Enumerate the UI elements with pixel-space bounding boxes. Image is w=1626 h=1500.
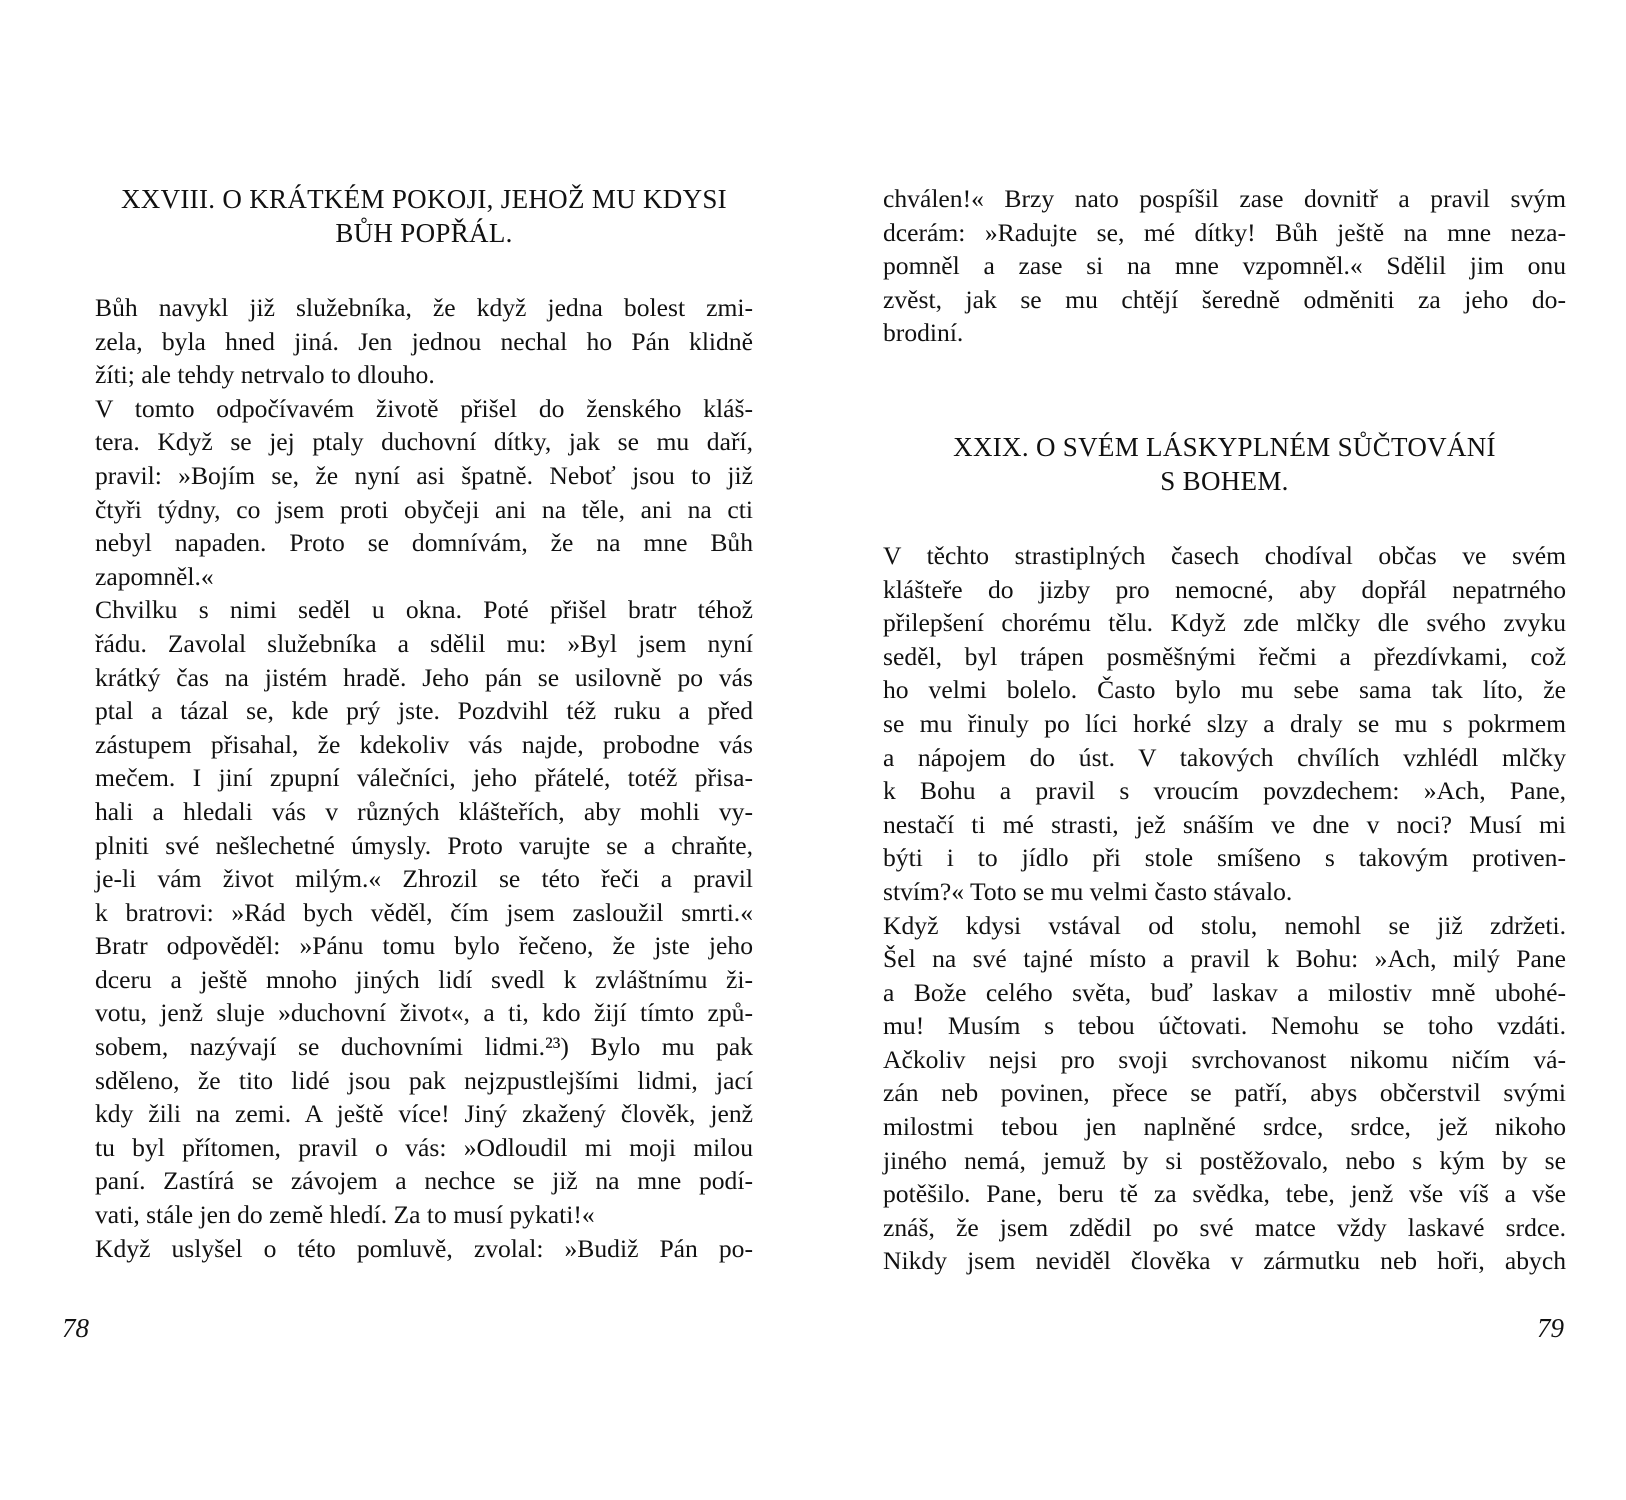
text-line: řádu. Zavolal služebníka a sdělil mu: »Byl jsem nyní <box>95 628 753 658</box>
heading-line: XXIX. O SVÉM LÁSKYPLNÉM SŮČTOVÁNÍ <box>953 431 1496 462</box>
text-line: zvěst, jak se mu chtějí šeredně odměniti za jeho do- <box>883 284 1566 314</box>
text-line: k bratrovi: »Rád bych věděl, čím jsem zasloužil smrti.« <box>95 897 753 927</box>
text-line: milostmi tebou jen naplněné srdce, srdce, jež nikoho <box>883 1112 1566 1142</box>
text-line: zán neb povinen, přece se patří, abys občerstvil svými <box>883 1078 1566 1108</box>
text-line: zástupem přisahal, že kdekoliv vás najde, probodne vás <box>95 729 753 759</box>
text-line: V těchto strastiplných časech chodíval občas ve svém <box>883 540 1566 570</box>
paragraph <box>95 291 753 392</box>
text-line: seděl, byl trápen posměšnými řečmi a přezdívkami, což <box>883 641 1566 671</box>
text-line: stvím?« Toto se mu velmi často stávalo. <box>883 876 1293 906</box>
text-line: pravil: »Bojím se, že nyní asi špatně. Neboť jsou to již <box>95 460 753 490</box>
right-page <box>813 0 1626 1500</box>
paragraph <box>883 539 1566 909</box>
text-line: mečem. I jiní zpupní válečníci, jeho přátelé, totéž přisa- <box>95 763 753 793</box>
text-line: zela, byla hned jiná. Jen jednou nechal ho Pán klidně <box>95 326 753 356</box>
text-line: znáš, že jsem zdědil po své matce vždy laskavé srdce. <box>883 1212 1566 1242</box>
text-line: sobem, nazývají se duchovními lidmi.²³) Bylo mu pak <box>95 1032 753 1062</box>
text-line: Nikdy jsem neviděl člověka v zármutku neb hoři, abych <box>883 1246 1566 1276</box>
left-text-column <box>95 182 753 1265</box>
paragraph <box>95 1232 753 1266</box>
paragraph <box>883 909 1566 1279</box>
text-line: dceru a ještě mnoho jiných lidí svedl k zvláštnímu ži- <box>95 964 753 994</box>
heading-line: XXVIII. O KRÁTKÉM POKOJI, JEHOŽ MU KDYSI <box>121 184 727 214</box>
text-line: Šel na své tajné místo a pravil k Bohu: »Ach, milý Pane <box>883 944 1566 974</box>
text-line: brodiní. <box>883 318 964 348</box>
section-gap <box>883 350 1566 430</box>
text-line: mu! Musím s tebou účtovati. Nemohu se toho vzdáti. <box>883 1011 1566 1041</box>
text-line: potěšilo. Pane, beru tě za svědka, tebe, jenž vše víš a vše <box>883 1179 1566 1209</box>
text-line: a Bože celého světa, buď laskav a milostiv mně ubohé- <box>883 977 1566 1007</box>
text-line: se mu řinuly po líci horké slzy a draly se mu s pokrmem <box>883 708 1566 738</box>
text-line: krátký čas na jistém hradě. Jeho pán se usilovně po vás <box>95 662 753 692</box>
text-line: hali a hledali vás v různých klášteřích, aby mohli vy- <box>95 796 753 826</box>
text-line: V tomto odpočívavém životě přišel do ženského kláš- <box>95 393 753 423</box>
text-line: tu byl přítomen, pravil o vás: »Odloudil mi moji milou <box>95 1132 753 1162</box>
text-line: plniti své nešlechetné úmysly. Proto varujte se a chraňte, <box>95 830 753 860</box>
text-line: zapomněl.« <box>95 561 214 591</box>
text-line: žíti; ale tehdy netrvalo to dlouho. <box>95 360 435 390</box>
text-line: votu, jenž sluje »duchovní život«, a ti, kdo žijí tímto způ- <box>95 998 753 1028</box>
text-line: a nápojem do úst. V takových chvílích vzhlédl mlčky <box>883 742 1566 772</box>
chapter-heading-xxviii <box>95 182 753 250</box>
text-line: tera. Když se jej ptaly duchovní dítky, jak se mu daří, <box>95 427 753 457</box>
text-line: býti i to jídlo při stole smíšeno s takovým protiven- <box>883 843 1566 873</box>
text-line: vati, stále jen do země hledí. Za to musí pykati!« <box>95 1200 595 1230</box>
text-line: paní. Zastírá se závojem a nechce se již na mne podí- <box>95 1166 753 1196</box>
heading-line: BŮH POPŘÁL. <box>335 218 513 248</box>
heading-line: S BOHEM. <box>1160 465 1289 496</box>
text-line: ho velmi bolelo. Často bylo mu sebe sama tak líto, že <box>883 675 1566 705</box>
text-line: sděleno, že tito lidé jsou pak nejzpustlejšími lidmi, jací <box>95 1065 753 1095</box>
text-line: chválen!« Brzy nato pospíšil zase dovnitř a pravil svým <box>883 184 1566 213</box>
text-line: dcerám: »Radujte se, mé dítky! Bůh ještě na mne neza- <box>883 217 1566 247</box>
text-line: ptal a tázal se, kde prý jste. Pozdvihl též ruku a před <box>95 696 753 726</box>
paragraph <box>95 593 753 1231</box>
text-line: nestačí ti mé strasti, jež snáším ve dne v noci? Musí mi <box>883 809 1566 839</box>
chapter-heading-xxix <box>883 430 1566 498</box>
text-line: Bratr odpověděl: »Pánu tomu bylo řečeno, že jste jeho <box>95 931 753 961</box>
text-line: čtyři týdny, co jsem proti obyčeji ani na těle, ani na cti <box>95 494 753 524</box>
text-line: Když uslyšel o této pomluvě, zvolal: »Budiž Pán po- <box>95 1233 753 1263</box>
page-number: 78 <box>62 1313 89 1343</box>
paragraph <box>95 392 753 594</box>
text-line: je-li vám život milým.« Zhrozil se této řeči a pravil <box>95 864 753 894</box>
right-text-column <box>883 182 1566 1278</box>
text-line: Ačkoliv nejsi pro svoji svrchovanost nikomu ničím vá- <box>883 1044 1566 1074</box>
text-line: kdy žili na zemi. A ještě více! Jiný zkažený člověk, jenž <box>95 1099 753 1129</box>
text-line: nebyl napaden. Proto se domnívám, že na mne Bůh <box>95 528 753 558</box>
continuation-paragraph <box>883 182 1566 350</box>
text-line: k Bohu a pravil s vroucím povzdechem: »Ach, Pane, <box>883 776 1566 806</box>
text-line: Když kdysi vstával od stolu, nemohl se již zdržeti. <box>883 910 1566 940</box>
text-line: pomněl a zase si na mne vzpomněl.« Sdělil jim onu <box>883 251 1566 281</box>
text-line: Bůh navykl již služebníka, že když jedna bolest zmi- <box>95 293 753 322</box>
text-line: Chvilku s nimi seděl u okna. Poté přišel bratr téhož <box>95 595 753 625</box>
text-line: přilepšení chorému tělu. Když zde mlčky dle svého zvyku <box>883 608 1566 638</box>
text-line: klášteře do jizby pro nemocné, aby dopřál nepatrného <box>883 574 1566 604</box>
text-line: jiného nemá, jemuž by si postěžovalo, nebo s kým by se <box>883 1145 1566 1175</box>
page-number: 79 <box>1537 1313 1564 1343</box>
